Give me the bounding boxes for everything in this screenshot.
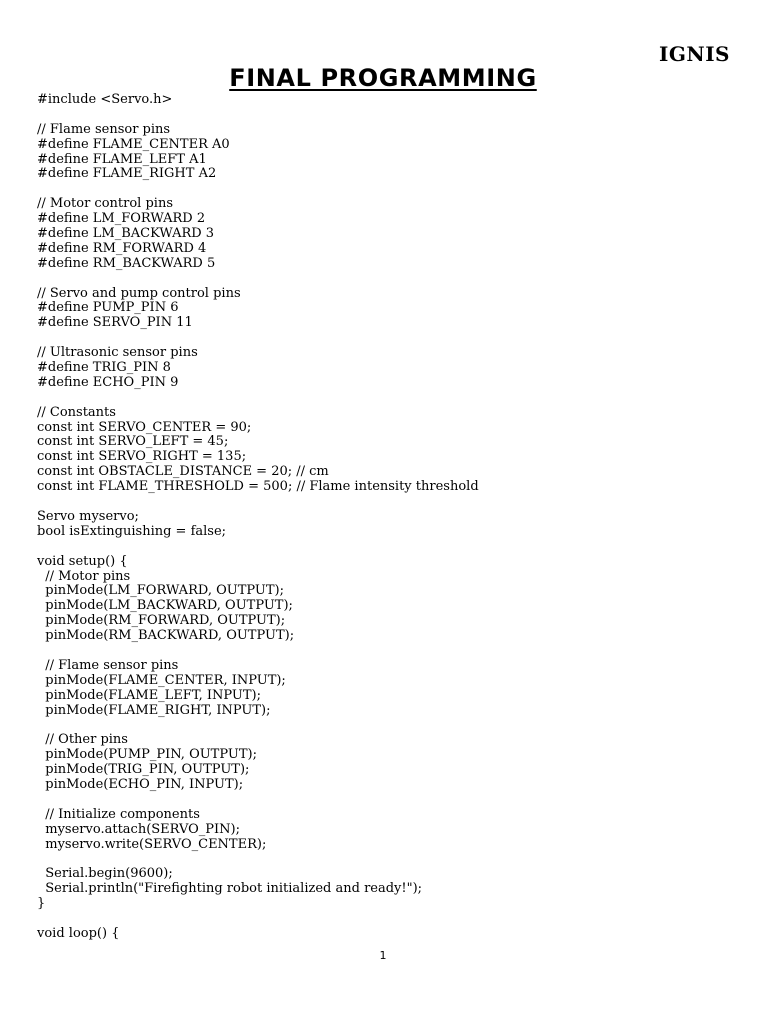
code-line: pinMode(TRIG_PIN, OUTPUT); [37, 762, 250, 778]
code-line: bool isExtinguishing = false; [37, 523, 227, 539]
code-line: #define RM_BACKWARD 5 [37, 255, 216, 271]
code-line: // Initialize components [37, 806, 200, 822]
code-line: Serial.begin(9600); [37, 866, 173, 882]
code-line: Serial.println("Firefighting robot initialized and ready!"); [37, 881, 423, 897]
code-line: const int SERVO_CENTER = 90; [37, 419, 252, 435]
header-brand: IGNIS [658, 42, 730, 66]
code-line: const int SERVO_RIGHT = 135; [37, 449, 247, 465]
code-line: // Motor pins [37, 568, 131, 584]
code-line: // Other pins [37, 732, 128, 748]
code-line: myservo.write(SERVO_CENTER); [37, 836, 267, 852]
code-line: #define FLAME_RIGHT A2 [37, 166, 217, 182]
code-line: #define SERVO_PIN 11 [37, 315, 193, 331]
code-line [37, 793, 737, 808]
code-line: #define FLAME_CENTER A0 [37, 136, 230, 152]
code-line: myservo.attach(SERVO_PIN); [37, 821, 241, 837]
code-line: #define FLAME_LEFT A1 [37, 151, 207, 167]
code-line: pinMode(RM_FORWARD, OUTPUT); [37, 613, 286, 629]
code-line: // Constants [37, 404, 116, 420]
code-line: #define ECHO_PIN 9 [37, 374, 179, 390]
code-line: pinMode(ECHO_PIN, INPUT); [37, 776, 244, 792]
code-line: // Servo and pump control pins [37, 285, 241, 301]
code-line [37, 108, 737, 123]
code-line: pinMode(FLAME_CENTER, INPUT); [37, 672, 286, 688]
code-line: pinMode(LM_FORWARD, OUTPUT); [37, 583, 284, 599]
code-line [37, 540, 737, 555]
code-line: #include <Servo.h> [37, 92, 173, 107]
code-line: // Motor control pins [37, 196, 173, 212]
code-line [37, 272, 737, 287]
code-line: // Ultrasonic sensor pins [37, 345, 198, 361]
code-line: #define TRIG_PIN 8 [37, 360, 171, 376]
code-line: const int OBSTACLE_DISTANCE = 20; // cm [37, 464, 329, 480]
code-line: // Flame sensor pins [37, 121, 171, 137]
code-line: pinMode(FLAME_RIGHT, INPUT); [37, 702, 271, 718]
code-line: #define LM_FORWARD 2 [37, 211, 206, 227]
page-number: 1 [379, 949, 387, 962]
code-line: const int SERVO_LEFT = 45; [37, 434, 229, 450]
code-line: void loop() { [37, 925, 120, 941]
code-line: const int FLAME_THRESHOLD = 500; // Flame intensity threshold [37, 479, 479, 495]
code-line: // Flame sensor pins [37, 657, 179, 673]
code-line: #define PUMP_PIN 6 [37, 300, 179, 316]
code-line [37, 391, 737, 406]
code-line [37, 331, 737, 346]
page-title: FINAL PROGRAMMING [229, 64, 537, 92]
code-line [37, 912, 737, 927]
code-line: #define LM_BACKWARD 3 [37, 226, 215, 242]
code-line [37, 718, 737, 733]
code-line: } [37, 896, 46, 912]
code-line [37, 495, 737, 510]
code-line: pinMode(FLAME_LEFT, INPUT); [37, 687, 261, 703]
code-line: pinMode(RM_BACKWARD, OUTPUT); [37, 628, 295, 644]
code-line: #define RM_FORWARD 4 [37, 240, 207, 256]
code-line [37, 644, 737, 659]
code-line: pinMode(PUMP_PIN, OUTPUT); [37, 747, 257, 763]
code-line [37, 182, 737, 197]
code-line: Servo myservo; [37, 508, 139, 524]
code-line: void setup() { [37, 553, 128, 569]
code-listing [37, 93, 737, 942]
code-line: pinMode(LM_BACKWARD, OUTPUT); [37, 598, 293, 614]
code-line [37, 852, 737, 867]
